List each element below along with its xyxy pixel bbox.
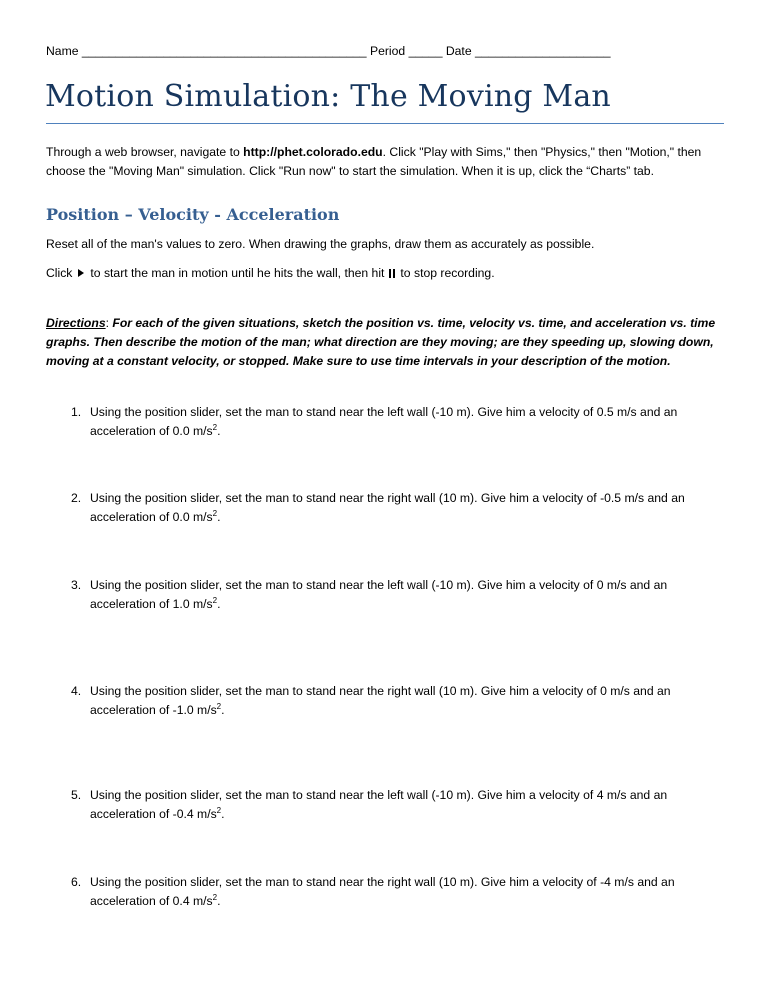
question-number: 5. (71, 788, 82, 802)
list-item (71, 873, 726, 911)
directions-label: Directions (46, 316, 106, 330)
question-end: . (221, 703, 225, 717)
list-item (71, 489, 726, 527)
intro-paragraph (46, 143, 726, 181)
click-instruction (46, 266, 495, 280)
question-end: . (217, 894, 221, 908)
question-body: Using the position slider, set the man to stand near the right wall (10 m). Give him a velocity of -4 m/s and an acceleration of 0.4 m/s (90, 875, 675, 908)
question-body: Using the position slider, set the man to stand near the left wall (-10 m). Give him a velocity of 0.5 m/s and an acceleration of 0.0 m/s (90, 405, 678, 438)
list-item (71, 682, 726, 720)
intro-url: http://phet.colorado.edu (243, 145, 383, 159)
question-text (90, 873, 726, 911)
question-number: 6. (71, 875, 82, 889)
exponent: 2 (212, 595, 218, 605)
exponent: 2 (212, 892, 218, 902)
click-middle: to start the man in motion until he hits the wall, then hit (90, 266, 385, 280)
question-body: Using the position slider, set the man to stand near the left wall (-10 m). Give him a velocity of 0 m/s and an acceleration of 1.0 m/s (90, 578, 668, 611)
question-end: . (217, 424, 221, 438)
directions-colon: : (105, 316, 109, 330)
directions-text: For each of the given situations, sketch the position vs. time, velocity vs. time, and acceleration vs. time graphs. Then describe the motion of the man; what direction are they moving; are they speeding up, slowing down, moving at a constant velocity, or stopped. Make sure to use time intervals in your description of the motion. (46, 316, 716, 368)
name-period-date-line: Name __________________________________________ Period _____ Date ____________________ (46, 44, 611, 58)
list-item (71, 576, 726, 614)
question-number: 1. (71, 405, 82, 419)
intro-text-1: Through a web browser, navigate to (46, 145, 244, 159)
page-title: Motion Simulation: The Moving Man (45, 79, 611, 114)
question-end: . (217, 510, 221, 524)
question-end: . (221, 807, 225, 821)
directions-paragraph (46, 314, 728, 371)
question-body: Using the position slider, set the man to stand near the right wall (10 m). Give him a velocity of 0 m/s and an acceleration of -1.0 m/s (90, 684, 671, 717)
question-end: . (217, 597, 221, 611)
exponent: 2 (216, 805, 222, 815)
question-number: 4. (71, 684, 82, 698)
question-body: Using the position slider, set the man to stand near the left wall (-10 m). Give him a velocity of 4 m/s and an acceleration of -0.4 m/s (90, 788, 668, 821)
exponent: 2 (216, 701, 222, 711)
question-body: Using the position slider, set the man to stand near the right wall (10 m). Give him a velocity of -0.5 m/s and an acceleration of 0.0 m/s (90, 491, 685, 524)
question-number: 3. (71, 578, 82, 592)
title-divider (46, 123, 724, 124)
question-text (90, 403, 726, 441)
click-suffix: to stop recording. (400, 266, 495, 280)
exponent: 2 (212, 508, 218, 518)
question-text (90, 576, 726, 614)
question-text (90, 489, 726, 527)
click-prefix: Click (46, 266, 73, 280)
intro-text-2: . Click "Play with Sims," then "Physics," then "Motion," then choose the "Moving Man" simulation. Click "Run now" to start the simulation. When it is up, click the “Charts” tab. (46, 145, 702, 178)
exponent: 2 (212, 422, 218, 432)
pause-icon (389, 269, 395, 278)
play-icon (78, 269, 84, 277)
reset-instruction: Reset all of the man's values to zero. When drawing the graphs, draw them as accurately as possible. (46, 237, 595, 251)
list-item (71, 403, 726, 441)
list-item (71, 786, 726, 824)
section-heading: Position – Velocity - Acceleration (46, 205, 340, 224)
question-text (90, 786, 726, 824)
question-number: 2. (71, 491, 82, 505)
question-text (90, 682, 726, 720)
